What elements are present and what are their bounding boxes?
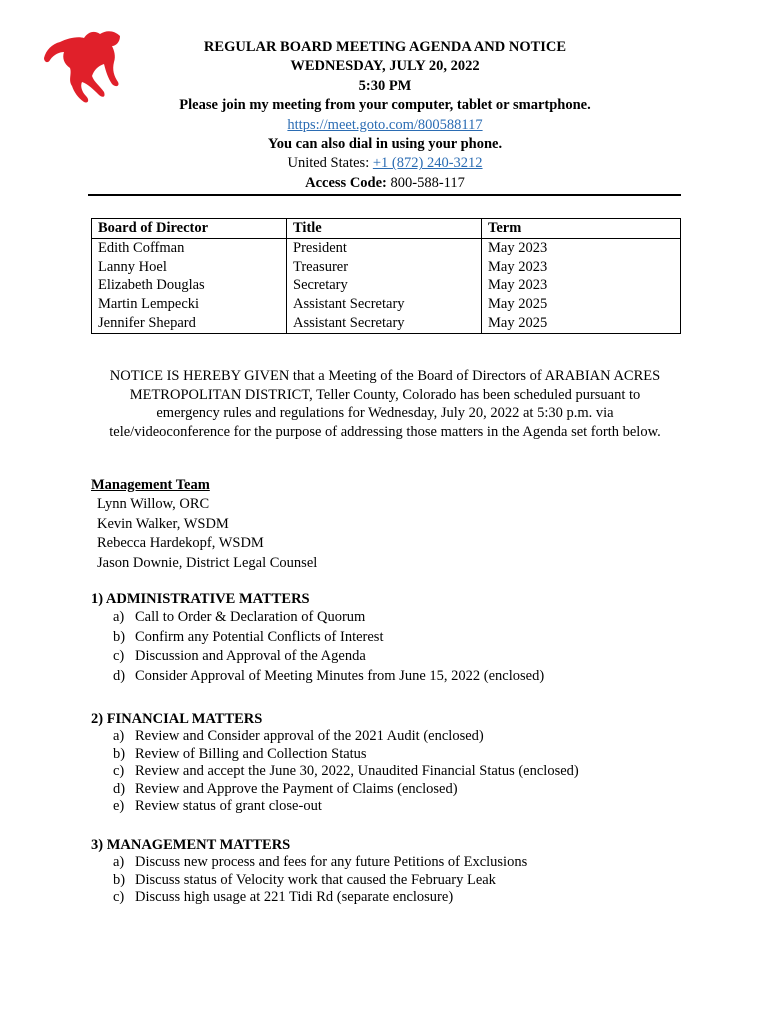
director-title: Treasurer xyxy=(287,258,482,277)
meeting-notice xyxy=(86,367,684,441)
column-header: Title xyxy=(287,219,482,239)
notice-line: METROPOLITAN DISTRICT, Teller County, Colorado has been scheduled pursuant to xyxy=(129,386,641,403)
item-marker: a) xyxy=(113,609,125,625)
meeting-time: 5:30 PM xyxy=(358,77,412,94)
item-text: Review and Approve the Payment of Claims (enclosed) xyxy=(135,780,458,797)
meeting-link[interactable]: https://meet.goto.com/800588117 xyxy=(287,116,483,133)
phone-link[interactable]: +1 (872) 240-3212 xyxy=(372,155,483,172)
director-title: Secretary xyxy=(287,276,482,295)
item-text: Confirm any Potential Conflicts of Interest xyxy=(135,628,384,645)
column-header: Term xyxy=(482,219,681,239)
table-row xyxy=(92,276,681,295)
table-row xyxy=(92,238,681,257)
list-item xyxy=(113,872,527,890)
item-marker: e) xyxy=(113,798,125,815)
director-term: May 2023 xyxy=(482,238,681,257)
director-term: May 2025 xyxy=(482,295,681,314)
section-title: 2) FINANCIAL MATTERS xyxy=(91,711,263,727)
item-marker: d) xyxy=(113,780,126,797)
dial-in-instructions: You can also dial in using your phone. xyxy=(267,136,503,153)
director-name: Edith Coffman xyxy=(92,238,287,257)
list-item xyxy=(113,798,579,816)
item-marker: c) xyxy=(113,763,125,780)
list-item xyxy=(113,746,579,764)
section-management xyxy=(91,837,527,907)
list-item xyxy=(113,763,579,781)
list-item xyxy=(113,781,579,799)
management-team-title: Management Team xyxy=(91,477,210,493)
agenda-title: REGULAR BOARD MEETING AGENDA AND NOTICE xyxy=(203,39,567,55)
board-table xyxy=(91,218,681,334)
item-marker: b) xyxy=(113,745,126,762)
table-row xyxy=(92,295,681,314)
director-term: May 2023 xyxy=(482,258,681,277)
item-text: Review and Consider approval of the 2021 Audit (enclosed) xyxy=(135,728,484,744)
item-text: Discuss status of Velocity work that caused the February Leak xyxy=(135,871,496,888)
list-item xyxy=(113,854,527,872)
access-code-label: Access Code: xyxy=(305,174,387,191)
table-row xyxy=(92,258,681,277)
meeting-date: WEDNESDAY, JULY 20, 2022 xyxy=(290,58,480,75)
item-text: Discuss high usage at 221 Tidi Rd (separate enclosure) xyxy=(135,889,454,906)
item-marker: b) xyxy=(113,628,126,645)
item-marker: c) xyxy=(113,648,125,665)
item-text: Review and accept the June 30, 2022, Unaudited Financial Status (enclosed) xyxy=(135,763,579,780)
item-text: Discuss new process and fees for any future Petitions of Exclusions xyxy=(135,854,528,870)
list-item xyxy=(113,728,579,746)
section-financial xyxy=(91,711,579,816)
item-text: Review of Billing and Collection Status xyxy=(135,745,367,762)
notice-line: NOTICE IS HEREBY GIVEN that a Meeting of the Board of Directors of ARABIAN ACRES xyxy=(109,368,661,384)
director-name: Elizabeth Douglas xyxy=(92,276,287,295)
item-marker: b) xyxy=(113,871,126,888)
table-header-row xyxy=(92,219,681,239)
director-name: Martin Lempecki xyxy=(92,295,287,314)
director-name: Jennifer Shepard xyxy=(92,314,287,333)
list-item: Rebecca Hardekopf, WSDM xyxy=(97,535,264,551)
section-administrative xyxy=(91,591,544,686)
item-marker: c) xyxy=(113,889,125,906)
notice-line: emergency rules and regulations for Wednesday, July 20, 2022 at 5:30 p.m. via xyxy=(156,405,614,422)
director-term: May 2025 xyxy=(482,314,681,333)
management-team-list xyxy=(97,495,317,573)
item-marker: a) xyxy=(113,854,125,870)
director-title: Assistant Secretary xyxy=(287,295,482,314)
column-header: Board of Director xyxy=(92,219,287,239)
list-item xyxy=(113,628,544,648)
table-row xyxy=(92,314,681,333)
header-divider xyxy=(88,194,681,196)
list-item xyxy=(113,608,544,628)
item-text: Consider Approval of Meeting Minutes from June 15, 2022 (enclosed) xyxy=(135,667,545,684)
director-term: May 2023 xyxy=(482,276,681,295)
notice-line: tele/videoconference for the purpose of addressing those matters in the Agenda set forth below. xyxy=(109,423,661,440)
list-item: Lynn Willow, ORC xyxy=(97,496,210,512)
item-text: Review status of grant close-out xyxy=(135,798,322,815)
list-item xyxy=(113,889,527,907)
director-name: Lanny Hoel xyxy=(92,258,287,277)
item-text: Call to Order & Declaration of Quorum xyxy=(135,609,366,625)
item-text: Discussion and Approval of the Agenda xyxy=(135,648,366,665)
join-instructions: Please join my meeting from your computer, tablet or smartphone. xyxy=(179,97,591,114)
list-item xyxy=(113,647,544,667)
section-title: 3) MANAGEMENT MATTERS xyxy=(91,837,291,853)
director-title: President xyxy=(287,238,482,257)
access-code-value: 800-588-117 xyxy=(386,174,465,191)
item-marker: d) xyxy=(113,667,126,684)
list-item: Jason Downie, District Legal Counsel xyxy=(97,554,318,571)
section-title: 1) ADMINISTRATIVE MATTERS xyxy=(91,591,310,607)
meeting-header xyxy=(90,38,680,193)
phone-label: United States: xyxy=(287,155,373,172)
director-title: Assistant Secretary xyxy=(287,314,482,333)
list-item: Kevin Walker, WSDM xyxy=(97,515,229,532)
access-code-line xyxy=(90,174,680,193)
phone-line xyxy=(90,154,680,173)
list-item xyxy=(113,667,544,687)
item-marker: a) xyxy=(113,728,125,744)
